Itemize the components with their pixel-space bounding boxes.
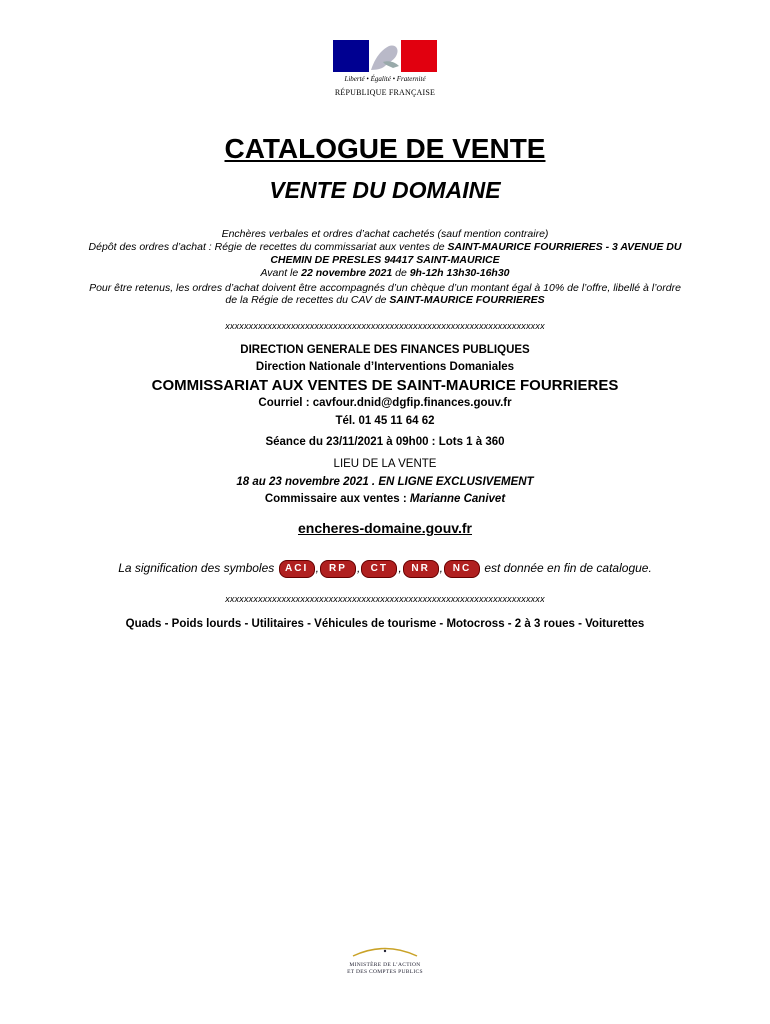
intro-line-5: Pour être retenus, les ordres d’achat doivent être accompagnés d’un chèque d’un montant égal à 10% de l’offre, libellé à l’ordre <box>89 282 681 294</box>
intro-line-1: Enchères verbales et ordres d’achat cachetés (sauf mention contraire) <box>221 228 549 240</box>
commissariat-heading: COMMISSARIAT AUX VENTES DE SAINT-MAURICE FOURRIERES <box>151 377 619 394</box>
intro-line-6 <box>0 294 770 307</box>
sub-direction-heading: Direction Nationale d’Interventions Domaniales <box>255 361 515 373</box>
ministry-line-2: ET DES COMPTES PUBLICS <box>347 969 423 975</box>
symbols-after: est donnée en fin de catalogue. <box>481 561 652 576</box>
website-link[interactable]: encheres-domaine.gouv.fr <box>297 520 472 536</box>
session-line: Séance du 23/11/2021 à 09h00 : Lots 1 à 360 <box>265 436 505 448</box>
symbol-nr-badge: NR <box>403 560 439 578</box>
commissioner-label: Commissaire aux ventes : <box>264 493 410 505</box>
page-subtitle: VENTE DU DOMAINE <box>269 177 501 203</box>
separator-2: xxxxxxxxxxxxxxxxxxxxxxxxxxxxxxxxxxxxxxxxxxxxxxxxxxxxxxxxxxxxxxxxxxxx <box>225 594 545 604</box>
symbol-ct-badge: CT <box>361 560 397 578</box>
republique-francaise-logo <box>330 40 440 97</box>
republique-text: RÉPUBLIQUE FRANÇAISE <box>334 88 436 97</box>
intro-line-6-a: de la Régie de recettes du CAV de <box>225 294 390 306</box>
venue-label: LIEU DE LA VENTE <box>333 458 437 470</box>
phone-line: Tél. 01 45 11 64 62 <box>335 415 435 427</box>
intro-line-2-text: Dépôt des ordres d’achat : Régie de recettes du commissariat aux ventes de <box>88 241 448 253</box>
direction-heading: DIRECTION GENERALE DES FINANCES PUBLIQUES <box>240 344 530 356</box>
symbols-row: La signification des symboles ACI , RP , CT , NR , NC est donnée en fin de catalogue. <box>0 560 770 578</box>
intro-line-4-a: Avant le <box>260 267 302 279</box>
ministry-line-1: MINISTÈRE DE L’ACTION <box>349 962 421 968</box>
motto-text: Liberté • Égalité • Fraternité <box>344 75 426 83</box>
intro-line-3: CHEMIN DE PRESLES 94417 SAINT-MAURICE <box>270 254 500 266</box>
symbols-before: La signification des symboles <box>118 561 275 576</box>
intro-line-4 <box>0 267 770 280</box>
intro-line-2 <box>0 241 770 254</box>
page-title: CATALOGUE DE VENTE <box>224 133 546 164</box>
separator-1: xxxxxxxxxxxxxxxxxxxxxxxxxxxxxxxxxxxxxxxxxxxxxxxxxxxxxxxxxxxxxxxxxxxx <box>225 321 545 331</box>
ministry-arc-icon <box>345 945 425 957</box>
intro-line-6-bold: SAINT-MAURICE FOURRIERES <box>389 294 545 306</box>
symbol-aci-badge: ACI <box>279 560 315 578</box>
commissioner-name: Marianne Canivet <box>409 493 506 505</box>
symbol-rp-badge: RP <box>320 560 356 578</box>
intro-line-4-c: de <box>392 267 410 279</box>
commissioner-line <box>0 493 770 505</box>
marianne-flag-icon <box>333 40 437 72</box>
vehicle-categories: Quads - Poids lourds - Utilitaires - Véhicules de tourisme - Motocross - 2 à 3 roues - Voiturettes <box>125 618 645 630</box>
intro-line-2-bold: SAINT-MAURICE FOURRIERES - 3 AVENUE DU <box>447 241 682 253</box>
ministry-logo <box>330 944 440 976</box>
symbol-nc-badge: NC <box>444 560 480 578</box>
venue-line: 18 au 23 novembre 2021 . EN LIGNE EXCLUSIVEMENT <box>236 476 534 488</box>
deadline-date: 22 novembre 2021 <box>301 267 393 279</box>
email-line: Courriel : cavfour.dnid@dgfip.finances.gouv.fr <box>258 397 512 409</box>
deadline-hours: 9h-12h 13h30-16h30 <box>409 267 510 279</box>
